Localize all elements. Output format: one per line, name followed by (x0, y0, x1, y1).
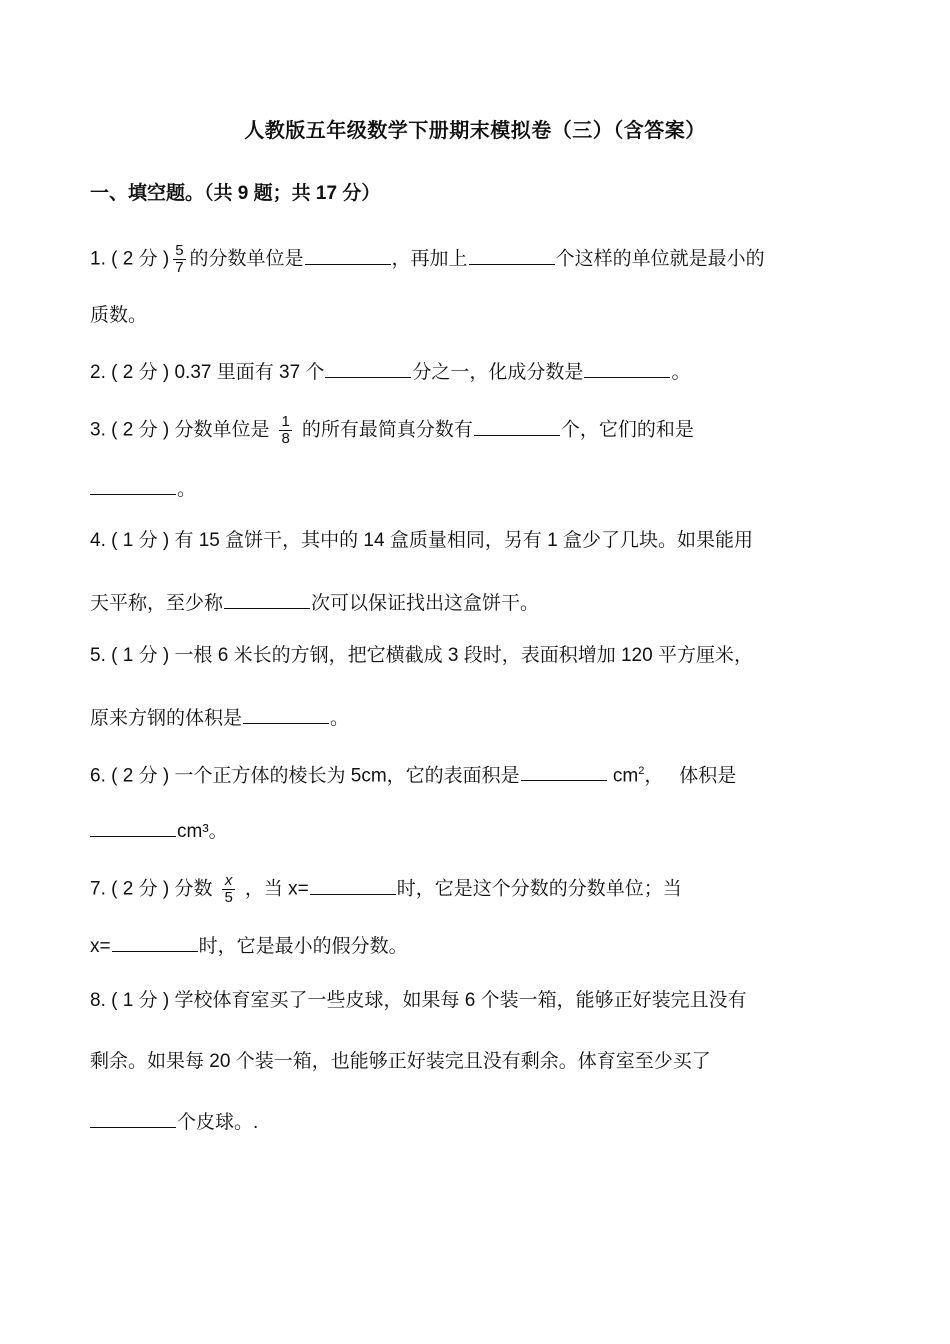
question-4-line-1: 4. ( 1 分 ) 有 15 盒饼干，其中的 14 盒质量相同，另有 1 盒少了几块。如果能用 (90, 530, 753, 551)
answer-blank[interactable] (224, 590, 310, 609)
answer-blank[interactable] (469, 246, 555, 265)
question-8-line-2: 剩余。如果每 20 个装一箱，也能够正好装完且没有剩余。体育室至少买了 (90, 1051, 711, 1072)
fraction-x-5: $\frac{x}{5}$ (224, 872, 233, 906)
answer-blank[interactable] (243, 705, 329, 724)
answer-blank[interactable] (584, 359, 670, 378)
question-5-line-2: 原来方钢的体积是 。 (90, 705, 349, 731)
answer-blank[interactable] (90, 1109, 176, 1128)
question-3-line-2: 。 (90, 476, 196, 502)
answer-blank[interactable] (90, 476, 176, 495)
answer-blank[interactable] (310, 876, 396, 895)
fraction-1-8: $\frac{1}{8}$ (281, 413, 290, 447)
question-4-line-2: 天平称，至少称 次可以保证找出这盒饼干。 (90, 590, 539, 616)
section-heading: 一、填空题。（共 9 题；共 17 分） (90, 183, 381, 204)
answer-blank[interactable] (112, 933, 198, 952)
question-6-line-1: 6. ( 2 分 ) 一个正方体的棱长为 5cm，它的表面积是 $cm^2$， 体积是 (90, 759, 736, 788)
page-title: 人教版五年级数学下册期末模拟卷（三）（含答案） (244, 120, 706, 142)
question-2-line-1: 2. ( 2 分 ) 0.37 里面有 37 个 分之一，化成分数是 。 (90, 359, 690, 385)
question-1-line-1: 1. ( 2 分 ) $\frac{5}{7}$ 的分数单位是 ，再加上 个这样的单位就是最小的 (90, 242, 765, 276)
question-7-line-2: x= 时，它是最小的假分数。 (90, 933, 408, 959)
question-5-line-1: 5. ( 1 分 ) 一根 6 米长的方钢，把它横截成 3 段时，表面积增加 120 平方厘米， (90, 645, 753, 666)
question-3-line-1: 3. ( 2 分 ) 分数单位是 $\frac{1}{8}$ 的所有最简真分数有 个，它们的和是 (90, 413, 694, 447)
answer-blank[interactable] (90, 818, 176, 837)
answer-blank[interactable] (325, 359, 411, 378)
question-6-line-2: cm³。 (90, 818, 228, 844)
fraction-5-7: $\frac{5}{7}$ (175, 242, 184, 276)
question-8-line-3: 个皮球。. (90, 1109, 258, 1135)
question-8-line-1: 8. ( 1 分 ) 学校体育室买了一些皮球，如果每 6 个装一箱，能够正好装完且没有 (90, 990, 747, 1011)
question-7-line-1: 7. ( 2 分 ) 分数 $\frac{x}{5}$ ，当 x= 时，它是这个分数的分数单位；当 (90, 872, 682, 906)
answer-blank[interactable] (521, 762, 607, 781)
question-1-line-2: 质数。 (90, 305, 148, 326)
question-1-prefix: 1. ( 2 分 ) (90, 248, 170, 270)
answer-blank[interactable] (474, 417, 560, 436)
answer-blank[interactable] (305, 246, 391, 265)
